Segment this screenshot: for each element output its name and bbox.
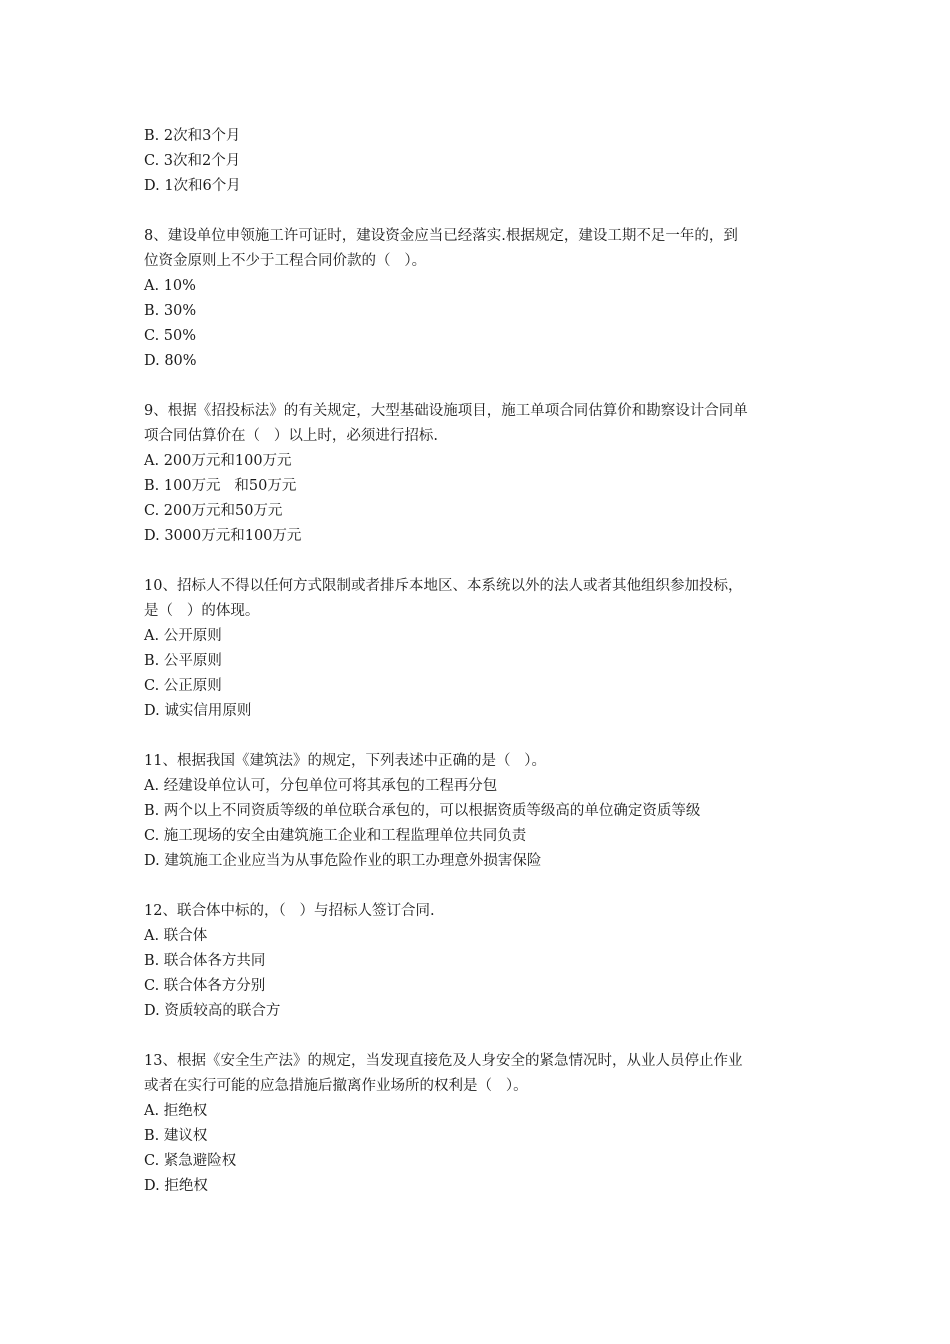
- option-line: D. 资质较高的联合方: [144, 1003, 281, 1019]
- question-stem: 8、建设单位申领施工许可证时，建设资金应当已经落实.根据规定，建设工期不足一年的，到: [144, 228, 738, 244]
- question-stem: 12、联合体中标的，（ ）与招标人签订合同.: [144, 903, 435, 919]
- option-line: C. 公正原则: [144, 678, 222, 694]
- spacer: [144, 549, 824, 574]
- option-line: A. 联合体: [144, 928, 208, 944]
- option-line: B. 2次和3个月: [144, 128, 241, 144]
- option-line: A. 公开原则: [144, 628, 222, 644]
- option-line: B. 联合体各方共同: [144, 953, 266, 969]
- option-line: A. 200万元和100万元: [144, 453, 292, 469]
- option-line: C. 联合体各方分别: [144, 978, 266, 994]
- option-line: D. 诚实信用原则: [144, 703, 252, 719]
- question-stem: 项合同估算价在（ ）以上时，必须进行招标.: [144, 428, 438, 444]
- option-line: D. 1次和6个月: [144, 178, 241, 194]
- spacer: [144, 1024, 824, 1049]
- question-8: [144, 224, 824, 374]
- spacer: [144, 724, 824, 749]
- option-line: C. 3次和2个月: [144, 153, 241, 169]
- spacer: [144, 374, 824, 399]
- question-11: [144, 749, 824, 874]
- question-stem: 或者在实行可能的应急措施后撤离作业场所的权利是（ ）。: [144, 1078, 528, 1094]
- option-line: A. 经建设单位认可，分包单位可将其承包的工程再分包: [144, 778, 498, 794]
- question-stem: 位资金原则上不少于工程合同价款的（ ）。: [144, 253, 427, 269]
- option-line: C. 50%: [144, 328, 197, 344]
- option-line: D. 80%: [144, 353, 197, 369]
- option-line: B. 公平原则: [144, 653, 222, 669]
- option-line: B. 建议权: [144, 1128, 208, 1144]
- option-line: A. 拒绝权: [144, 1103, 208, 1119]
- option-line: B. 100万元 和50万元: [144, 478, 297, 494]
- spacer: [144, 874, 824, 899]
- option-line: C. 200万元和50万元: [144, 503, 283, 519]
- question-stem: 9、根据《招投标法》的有关规定，大型基础设施项目，施工单项合同估算价和勘察设计合同单: [144, 403, 748, 419]
- question-stem: 11、根据我国《建筑法》的规定，下列表述中正确的是（ ）。: [144, 753, 547, 769]
- document-body: [144, 124, 824, 1199]
- option-line: D. 建筑施工企业应当为从事危险作业的职工办理意外损害保险: [144, 853, 542, 869]
- question-stem: 10、招标人不得以任何方式限制或者排斥本地区、本系统以外的法人或者其他组织参加投标，: [144, 578, 743, 594]
- option-line: B. 两个以上不同资质等级的单位联合承包的，可以根据资质等级高的单位确定资质等级: [144, 803, 701, 819]
- spacer: [144, 199, 824, 224]
- leading-options: [144, 124, 824, 199]
- option-line: A. 10%: [144, 278, 196, 294]
- option-line: D. 3000万元和100万元: [144, 528, 302, 544]
- option-line: C. 施工现场的安全由建筑施工企业和工程监理单位共同负责: [144, 828, 527, 844]
- question-9: [144, 399, 824, 549]
- question-stem: 是（ ）的体现。: [144, 603, 260, 619]
- question-13: [144, 1049, 824, 1199]
- question-10: [144, 574, 824, 724]
- question-stem: 13、根据《安全生产法》的规定，当发现直接危及人身安全的紧急情况时，从业人员停止作业: [144, 1053, 743, 1069]
- option-line: B. 30%: [144, 303, 197, 319]
- question-12: [144, 899, 824, 1024]
- option-line: C. 紧急避险权: [144, 1153, 237, 1169]
- option-line: D. 拒绝权: [144, 1178, 208, 1194]
